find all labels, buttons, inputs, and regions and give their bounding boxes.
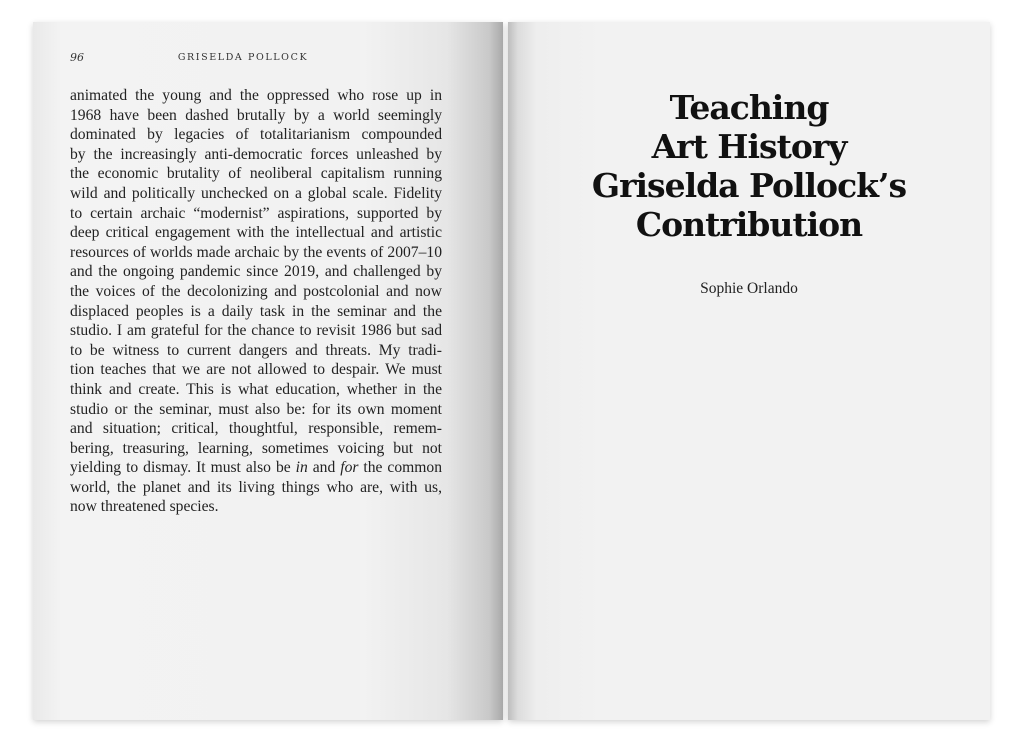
title-line: Art History — [651, 127, 847, 166]
text-line: wild and politically unchecked on a global scale. Fidelity — [70, 184, 442, 202]
page-number: 96 — [70, 51, 84, 64]
italic-word: in — [295, 459, 308, 477]
text-segment: yielding to dismay. It must also be — [70, 459, 296, 477]
text-line: and situation; critical, thoughtful, responsible, remem- — [70, 420, 442, 438]
text-line: the economic brutality of neoliberal capitalism running — [70, 165, 442, 183]
text-line: now threatened species. — [70, 498, 219, 516]
text-segment: the common — [358, 459, 442, 477]
text-line: deep critical engagement with the intellectual and artistic — [70, 224, 442, 242]
italic-word: for — [340, 459, 359, 477]
text-line: bering, treasuring, learning, sometimes voicing but not — [70, 439, 442, 457]
text-line: dominated by legacies of totalitarianism compounded — [70, 126, 442, 144]
text-line — [70, 458, 442, 478]
title-line: Griselda Pollock’s — [591, 166, 907, 205]
text-line: the voices of the decolonizing and postcolonial and now — [70, 282, 442, 300]
text-line: and the ongoing pandemic since 2019, and challenged by — [70, 263, 442, 281]
text-line: animated the young and the oppressed who rose up in — [70, 87, 442, 104]
text-line: think and create. This is what education, whether in the — [70, 380, 442, 398]
text-line: 1968 have been dashed brutally by a world seemingly — [70, 106, 442, 124]
title-line: Contribution — [635, 205, 863, 244]
text-line: by the increasingly anti-democratic forces unleashed by — [70, 145, 442, 163]
title-line: Teaching — [669, 88, 829, 127]
chapter-title — [508, 88, 990, 244]
body-text — [70, 86, 442, 517]
running-head: GRISELDA POLLOCK — [177, 52, 309, 63]
text-segment: and — [307, 459, 341, 477]
text-line: to be witness to current dangers and threats. My tradi- — [70, 341, 442, 359]
text-line: studio or the seminar, must also be: for its own moment — [70, 400, 442, 418]
left-page — [33, 22, 503, 720]
text-line: displaced peoples is a daily task in the seminar and the — [70, 302, 442, 320]
right-page — [508, 22, 990, 720]
text-line: to certain archaic “modernist” aspirations, supported by — [70, 204, 442, 222]
text-line: tion teaches that we are not allowed to despair. We must — [70, 361, 442, 379]
text-line: studio. I am grateful for the chance to revisit 1986 but sad — [70, 322, 442, 340]
text-line: resources of worlds made archaic by the events of 2007–10 — [70, 243, 442, 261]
text-line: world, the planet and its living things who are, with us, — [70, 478, 442, 496]
author-name: Sophie Orlando — [700, 280, 798, 297]
